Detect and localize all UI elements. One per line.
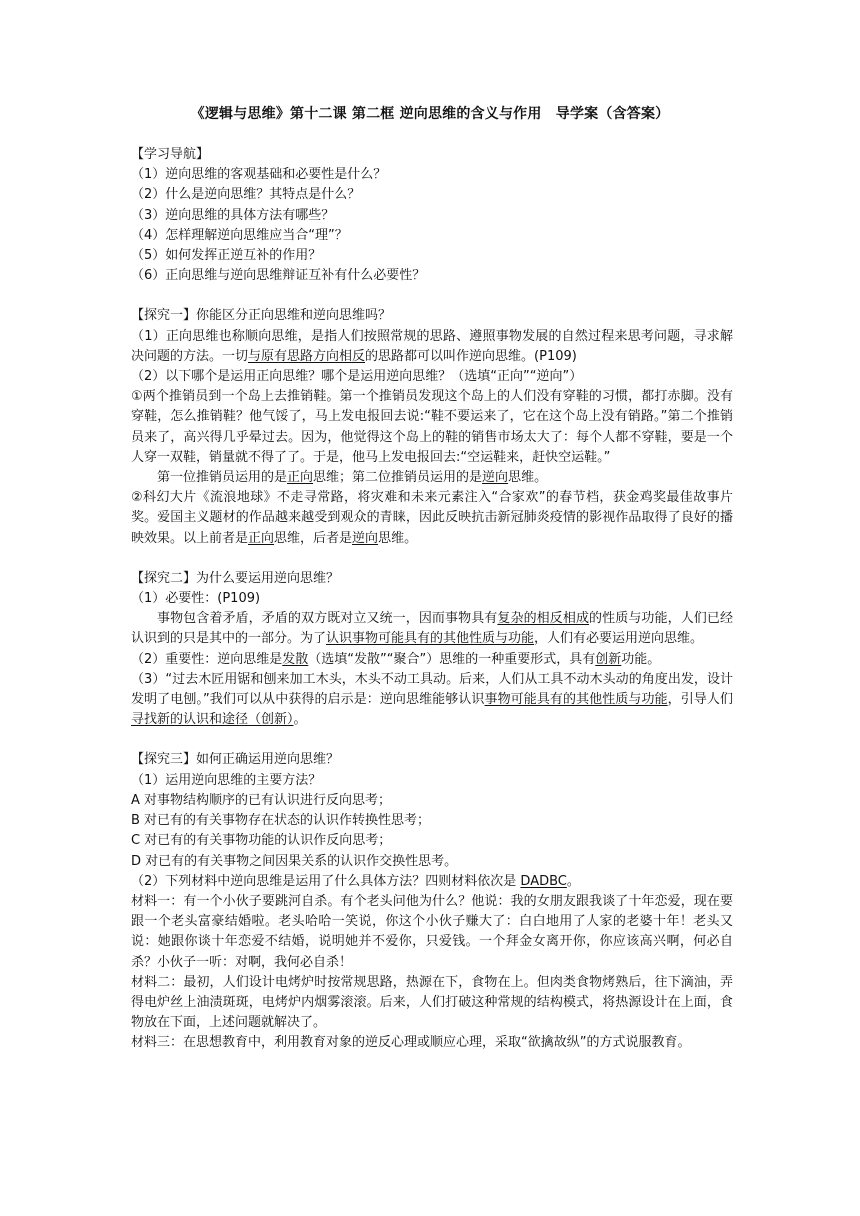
wandering-earth-paragraph: ②科幻大片《流浪地球》不走寻常路，将灾难和未来元素注入“合家欢”的春节档，获金鸡奖最佳故事片奖。爱国主义题材的作品越来越受到观众的青睐，因此反映抗击新冠肺炎疫情的影视作品取得了良好的播映效果。以上前者是正向思维，后者是逆向思维。	[131, 490, 733, 546]
inquiry-three-heading: 【探究三】如何正确运用逆向思维？	[131, 752, 340, 768]
inquiry-three-section	[131, 750, 733, 1053]
study-guide-item: （1）逆向思维的客观基础和必要性是什么？	[131, 167, 387, 183]
answer-blank: 与原有思路方向相反	[248, 348, 366, 364]
document-body	[131, 145, 733, 1054]
inquiry-one-paragraph-1: （1）正向思维也称顺向思维，是指人们按照常规的思路、遵照事物发展的自然过程来思考问题，寻求解决问题的方法。一切与原有思路方向相反的思路都可以叫作逆向思维。(P109)	[131, 328, 733, 364]
salesman-answer: 第一位推销员运用的是正向思维；第二位推销员运用的是逆向思维。	[157, 470, 548, 486]
materials-question: （2）下列材料中逆向思维是运用了什么具体方法？四则材料依次是 DADBC。	[131, 873, 580, 889]
study-guide-item: （6）正向思维与逆向思维辩证互补有什么必要性？	[131, 268, 426, 284]
necessity-paragraph: 事物包含着矛盾，矛盾的双方既对立又统一，因而事物具有复杂的相反相成的性质与功能，人们已经认识到的只是其中的一部分。为了认识事物可能具有的其他性质与功能，人们有必要运用逆向思维。	[131, 611, 733, 647]
method-item: C 对已有的有关事物功能的认识作反向思考；	[131, 833, 392, 849]
material-three: 材料三：在思想教育中，利用教育对象的逆反心理或顺应心理，采取“欲擒故纵”的方式说服教育。	[131, 1035, 691, 1051]
study-guide-item: （2）什么是逆向思维？其特点是什么？	[131, 187, 361, 203]
study-guide-item: （5）如何发挥正逆互补的作用？	[131, 248, 322, 264]
method-item: B 对已有的有关事物存在状态的认识作转换性思考；	[131, 813, 431, 829]
answer-blank: DADBC	[520, 873, 567, 889]
answer-blank: 正向	[248, 530, 275, 546]
answer-blank: 正向	[287, 470, 314, 486]
inquiry-two-heading: 【探究二】为什么要运用逆向思维？	[131, 570, 340, 586]
study-guide-item: （4）怎样理解逆向思维应当合“理”？	[131, 227, 348, 243]
document-title: 《逻辑与思维》第十二课 第二框 逆向思维的含义与作用 导学案（含答案）	[190, 106, 670, 122]
answer-blank: 复杂的相反相成	[497, 611, 590, 627]
importance-paragraph: （2）重要性：逆向思维是发散（选填“发散”“聚合”）思维的一种重要形式，具有创新功能。	[131, 651, 661, 667]
answer-blank: 认识事物可能具有的其他性质与功能	[326, 631, 535, 647]
answer-blank: 发散	[282, 651, 309, 667]
inquiry-one-heading: 【探究一】你能区分正向思维和逆向思维吗？	[131, 308, 392, 324]
electric-plane-paragraph: （3）“过去木匠用锯和刨来加工木头，木头不动工具动。后来，人们从工具不动木头动的角度出发，设计发明了电刨。”我们可以从中获得的启示是：逆向思维能够认识事物可能具有的其他性质与功能，引导人们寻找新的认识和途径（创新）。	[131, 671, 733, 728]
study-guide-section	[131, 145, 733, 286]
method-item: A 对事物结构顺序的已有认识进行反向思考；	[131, 792, 392, 808]
study-guide-item: （3）逆向思维的具体方法有哪些？	[131, 207, 335, 223]
method-item: D 对已有的有关事物之间因果关系的认识作交换性思考。	[131, 853, 458, 869]
inquiry-one-section	[131, 306, 733, 548]
necessity-label: （1）必要性：(P109)	[131, 591, 261, 607]
methods-question: （1）运用逆向思维的主要方法？	[131, 772, 322, 788]
answer-blank: 逆向	[482, 470, 509, 486]
answer-blank: 事物可能具有的其他性质与功能	[484, 692, 668, 708]
answer-blank: 寻找新的认识和途径（创新）	[131, 712, 294, 728]
material-one: 材料一：有一个小伙子要跳河自杀。有个老头问他为什么？他说：我的女朋友跟我谈了十年恋爱，现在要跟一个老头富豪结婚啦。老头哈哈一笑说，你这个小伙子赚大了：白白地用了人家的老婆十年！老头又说：她跟你谈十年恋爱不结婚，说明她并不爱你，只爱钱。一个拜金女离开你，你应该高兴啊，何必自杀？小伙子一听：对啊，我何必自杀！	[131, 893, 733, 970]
inquiry-two-section	[131, 569, 733, 731]
study-guide-heading: 【学习导航】	[131, 147, 210, 162]
salesman-story: ①两个推销员到一个岛上去推销鞋。第一个推销员发现这个岛上的人们没有穿鞋的习惯，都打赤脚。没有穿鞋，怎么推销鞋？他气馁了，马上发电报回去说:“鞋不要运来了，它在这个岛上没有销路。”第二个推销员来了，高兴得几乎晕过去。因为，他觉得这个岛上的鞋的销售市场太大了：每个人都不穿鞋，要是一个人穿一双鞋，销量就不得了了。于是，他马上发电报回去:“空运鞋来，赶快空运鞋。”	[131, 389, 733, 465]
answer-blank: 创新	[595, 651, 622, 667]
answer-blank: 逆向	[352, 530, 379, 546]
material-two: 材料二：最初，人们设计电烤炉时按常规思路，热源在下，食物在上。但肉类食物烤熟后，往下滴油，弄得电炉丝上油渍斑斑，电烤炉内烟雾滚滚。后来，人们打破这种常规的结构模式，将热源设计在上面，食物放在下面，上述问题就解决了。	[131, 974, 733, 1031]
inquiry-one-paragraph-2: （2）以下哪个是运用正向思维？哪个是运用逆向思维？（选填“正向”“逆向”）	[131, 369, 583, 385]
